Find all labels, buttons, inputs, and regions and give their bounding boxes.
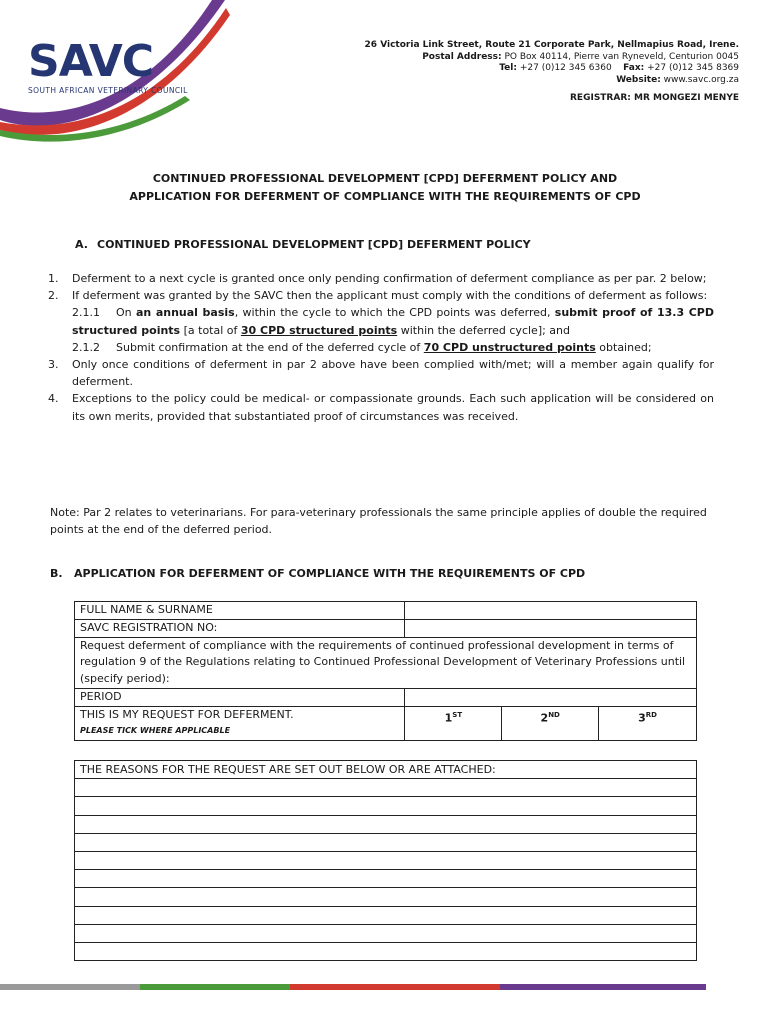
table-row	[75, 706, 697, 740]
reasons-line[interactable]	[75, 942, 697, 960]
table-row	[75, 833, 697, 851]
reasons-label: THE REASONS FOR THE REQUEST ARE SET OUT BELOW OR ARE ATTACHED:	[75, 761, 697, 779]
note-paragraph: Note: Par 2 relates to veterinarians. For para-veterinary professionals the same principle applies of double the required points at the end of the deferred period.	[50, 506, 707, 537]
table-row	[75, 688, 697, 706]
reasons-line[interactable]	[75, 815, 697, 833]
registrar: REGISTRAR: MR MONGEZI MENYE	[570, 93, 739, 103]
registration-no-field[interactable]	[405, 619, 697, 637]
fax-label: Fax:	[623, 63, 645, 73]
footer-bar-red	[290, 984, 500, 990]
period-label: PERIOD	[75, 688, 405, 706]
list-number: 1.	[48, 272, 59, 285]
reasons-table	[74, 760, 697, 961]
sub-item-2-1-1: 2.1.1 On an annual basis, within the cycle to which the CPD points was deferred, submit proof of 13.3 CPD structured points [a total of 30 CPD structured points within the deferred cycle]; and	[72, 306, 714, 337]
reasons-line[interactable]	[75, 906, 697, 924]
full-name-field[interactable]	[405, 602, 697, 620]
footer-bar-purple	[500, 984, 706, 990]
section-b-heading	[50, 567, 585, 580]
table-row	[75, 602, 697, 620]
table-row	[75, 851, 697, 869]
postal-label: Postal Address:	[422, 51, 502, 62]
option-3rd[interactable]: 3RD	[599, 706, 697, 740]
request-text: Request deferment of compliance with the requirements of continued professional development in terms of regulation 9 of the Regulations relating to Continued Professional Development of Veterinary Professions until (specify period):	[75, 637, 697, 688]
table-row	[75, 815, 697, 833]
reasons-line[interactable]	[75, 779, 697, 797]
reasons-line[interactable]	[75, 851, 697, 869]
footer-bar-grey	[0, 984, 140, 990]
tel-label: Tel:	[499, 63, 517, 73]
table-row	[75, 888, 697, 906]
reasons-line[interactable]	[75, 797, 697, 815]
tel-value: +27 (0)12 345 6360	[519, 63, 612, 73]
option-1st[interactable]: 1ST	[405, 706, 502, 740]
document-title	[60, 170, 710, 206]
table-row	[75, 906, 697, 924]
tick-instruction: PLEASE TICK WHERE APPLICABLE	[80, 725, 231, 735]
list-number: 3.	[48, 358, 59, 372]
table-row	[75, 924, 697, 942]
fax-value: +27 (0)12 345 8369	[647, 63, 739, 73]
list-number: 2.	[48, 289, 59, 303]
footer-color-bar	[0, 984, 706, 990]
sub-item-2-1-2: 2.1.2 Submit confirmation at the end of the deferred cycle of 70 CPD unstructured points obtained;	[72, 340, 652, 354]
application-form-table	[74, 601, 697, 741]
policy-item-1: Deferment to a next cycle is granted once only pending confirmation of deferment compliance as per par. 2 below;	[72, 272, 707, 285]
full-name-label: FULL NAME & SURNAME	[75, 602, 405, 620]
website-value[interactable]: www.savc.org.za	[663, 74, 739, 85]
registration-no-label: SAVC REGISTRATION NO:	[75, 619, 405, 637]
section-b-title: APPLICATION FOR DEFERMENT OF COMPLIANCE WITH THE REQUIREMENTS OF CPD	[74, 567, 586, 580]
policy-item-3: Only once conditions of deferment in par 2 above have been complied with/met; will a member again qualify for deferment.	[72, 358, 714, 389]
table-row	[75, 761, 697, 779]
list-item	[48, 270, 714, 287]
title-line-1: CONTINUED PROFESSIONAL DEVELOPMENT [CPD] DEFERMENT POLICY AND	[152, 172, 618, 185]
website-label: Website:	[616, 74, 661, 85]
section-a-letter: A.	[75, 238, 88, 251]
table-row	[75, 637, 697, 688]
policy-list	[48, 270, 714, 425]
table-row	[75, 779, 697, 797]
title-line-2: APPLICATION FOR DEFERMENT OF COMPLIANCE WITH THE REQUIREMENTS OF CPD	[129, 190, 641, 203]
street-address: 26 Victoria Link Street, Route 21 Corporate Park, Nellmapius Road, Irene.	[364, 40, 739, 50]
table-row	[75, 619, 697, 637]
section-a-title: CONTINUED PROFESSIONAL DEVELOPMENT [CPD] DEFERMENT POLICY	[97, 238, 531, 251]
address-block	[359, 40, 739, 86]
postal-value: PO Box 40114, Pierre van Ryneveld, Centurion 0045	[504, 51, 739, 62]
reasons-line[interactable]	[75, 870, 697, 888]
list-item	[48, 287, 714, 356]
savc-logo	[28, 36, 188, 95]
list-item	[48, 356, 714, 390]
request-label: THIS IS MY REQUEST FOR DEFERMENT.	[80, 707, 294, 721]
logo-subtitle: SOUTH AFRICAN VETERINARY COUNCIL	[28, 86, 188, 95]
table-row	[75, 942, 697, 960]
policy-item-2: If deferment was granted by the SAVC then the applicant must comply with the conditions of deferment as follows:	[72, 289, 708, 303]
footer-bar-green	[140, 984, 290, 990]
logo-wordmark: SAVC	[28, 36, 154, 87]
section-b-letter: B.	[50, 567, 63, 580]
period-field[interactable]	[405, 688, 697, 706]
policy-item-4: Exceptions to the policy could be medical- or compassionate grounds. Each such application will be considered on its own merits, provided that substantiated proof of circumstances was received.	[72, 392, 714, 423]
reasons-line[interactable]	[75, 833, 697, 851]
table-row	[75, 870, 697, 888]
table-row	[75, 797, 697, 815]
list-number: 4.	[48, 392, 59, 406]
option-2nd[interactable]: 2ND	[502, 706, 599, 740]
section-a-heading	[75, 238, 531, 251]
reasons-line[interactable]	[75, 888, 697, 906]
reasons-line[interactable]	[75, 924, 697, 942]
list-item	[48, 390, 714, 424]
